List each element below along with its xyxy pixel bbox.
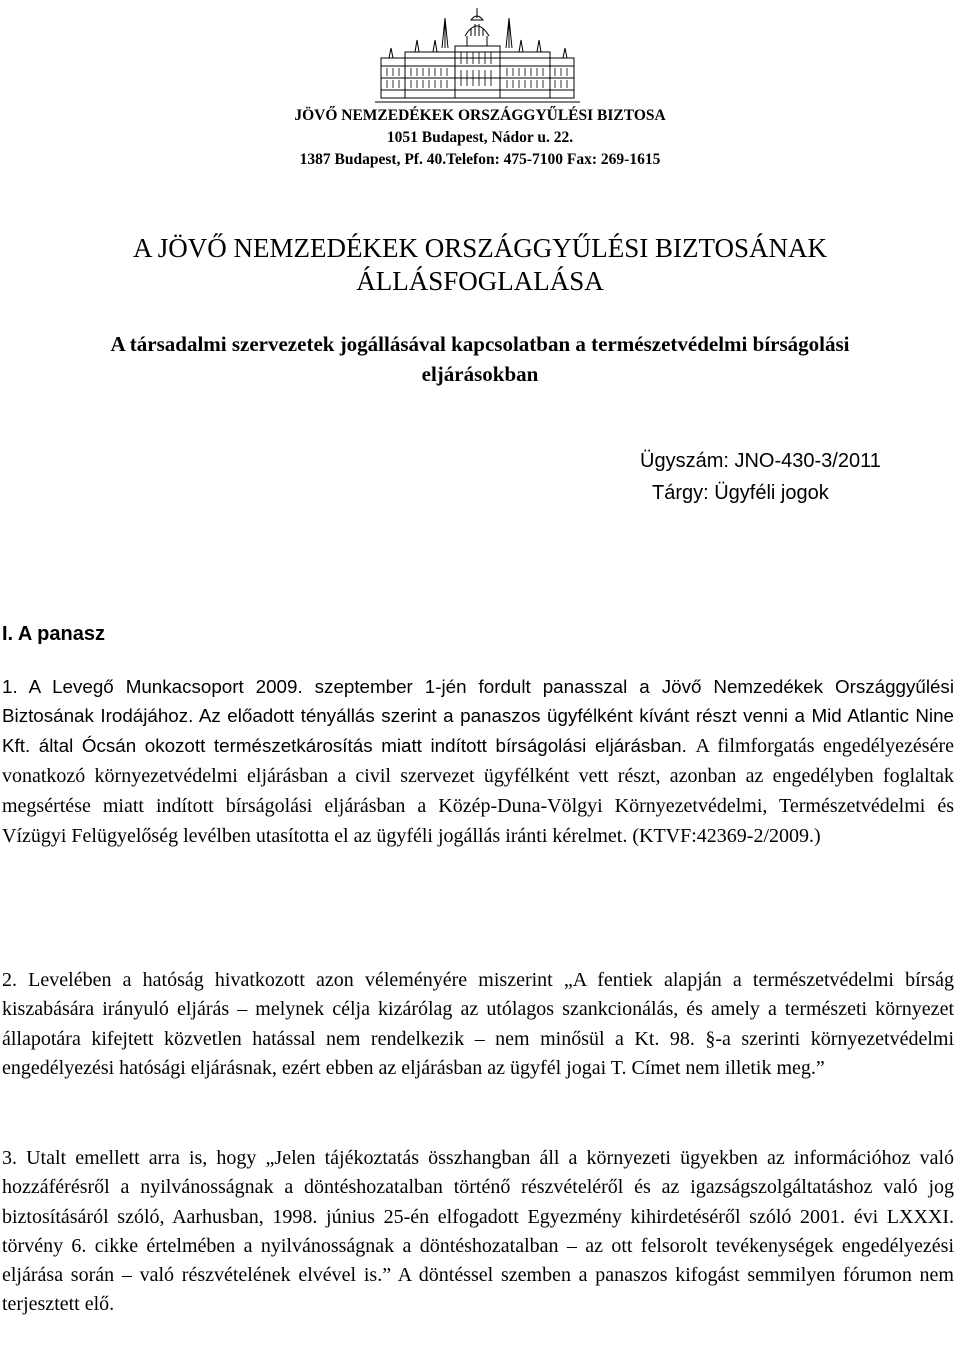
subtitle-line: eljárásokban: [421, 362, 539, 386]
case-subject: Tárgy: Ügyféli jogok: [652, 482, 829, 504]
contact-line: 1387 Budapest, Pf. 40.Telefon: 475-7100 Fax: 269-1615: [299, 151, 661, 168]
paragraph-text: A filmforgatás engedélyezésére vonatkozó környezetvédelmi eljárásban a civil szervezet ügyfélként vett részt, azonban az engedélyben foglaltak megsértése miatt indított bírságolási eljárásban a Közép-Duna-Völgyi Környezetvédelmi, Természetvédelmi és Vízügyi Felügyelőség levélben utasította el az ügyféli jogállás iránti kérelmet. (KTVF:42369-2/2009.): [2, 734, 954, 848]
case-number: Ügyszám: JNO-430-3/2011: [640, 450, 881, 472]
title-line: A JÖVŐ NEMZEDÉKEK ORSZÁGGYŰLÉSI BIZTOSÁNAK: [133, 233, 827, 263]
paragraph-text: 1. A Levegő Munkacsoport 2009. szeptember 1-jén fordult panasszal a Jövő Nemzedékek Országgyűlési Biztosának Irodájához. Az előadott tényállás szerint a panaszos ügyfélként kívánt részt venni a Mid Atlantic Nine Kft. által Ócsán okozott természetkárosítás miatt indított bírságolási eljárásban.: [2, 676, 954, 756]
document-subtitle: [0, 329, 960, 389]
address-line: 1051 Budapest, Nádor u. 22.: [386, 129, 574, 146]
org-name: JÖVŐ NEMZEDÉKEK ORSZÁGGYŰLÉSI BIZTOSA: [294, 107, 666, 124]
parliament-building-icon: [375, 6, 580, 106]
title-line: ÁLLÁSFOGLALÁSA: [356, 266, 604, 296]
paragraph: 3. Utalt emellett arra is, hogy „Jelen tájékoztatás összhangban áll a környezeti ügyekben az információhoz való hozzáférésről a nyilvánosságnak a döntéshozatalban történő részvételéről és az igazságszolgáltatáshoz való jog biztosításáról szóló, Aarhusban, 1998. június 25-én elfogadott Egyezmény kihirdetéséről szóló 2001. évi LXXXI. törvény 6. cikke értelmében a nyilvánosságnak a döntéshozatalban – az ott felsorolt tevékenységek engedélyezési eljárása során – való részvételének elvével is.” A döntéssel szemben a panaszos kifogást semmilyen fórumon nem terjesztett elő.: [2, 1147, 954, 1316]
section-heading: I. A panasz: [2, 623, 105, 645]
letterhead: [0, 105, 960, 171]
paragraph: [2, 672, 954, 852]
subtitle-line: A társadalmi szervezetek jogállásával kapcsolatban a természetvédelmi bírságolási: [110, 332, 850, 356]
paragraph: 2. Levelében a hatóság hivatkozott azon véleményére miszerint „A fentiek alapján a természetvédelmi bírság kiszabására irányuló eljárás – melynek célja kizárólag az utólagos szankcionálás, és amely a természeti környezet állapotára kifejtett közvetlen hatással nem rendelkezik – nem minősül a Kt. 98. §-a szerinti környezetvédelmi engedélyezési hatósági eljárásnak, ezért ebben az eljárásban az ügyfél jogai T. Címet nem illetik meg.”: [2, 969, 954, 1079]
case-metadata: [640, 445, 881, 509]
document-title: [0, 232, 960, 298]
